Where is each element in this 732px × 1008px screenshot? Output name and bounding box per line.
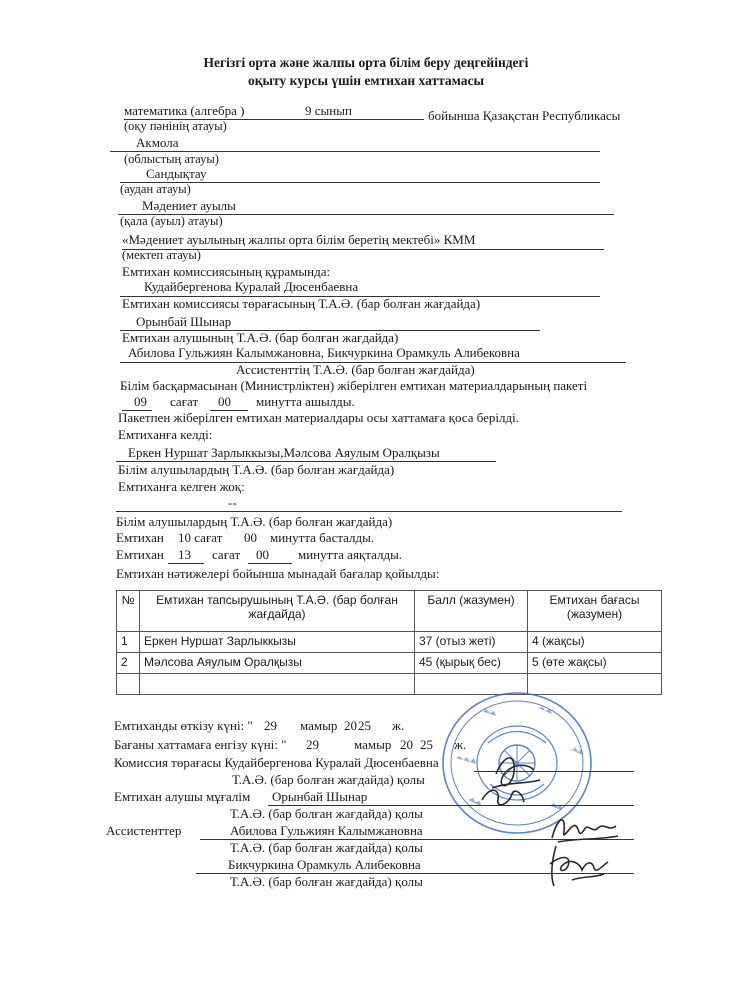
col-grade: Емтихан бағасы (жазумен) xyxy=(528,591,662,632)
settlement-value: Мәдениет ауылы xyxy=(142,198,236,213)
absent-heading: Емтиханға келген жоқ: xyxy=(118,479,245,494)
end-prefix: Емтихан xyxy=(116,547,164,562)
commission-assistants-names: Абилова Гульжиян Калымжановна, Бикчуркина Орамкуль Алибековна xyxy=(128,345,520,360)
chair-signature-caption: Т.А.Ә. (бар болған жағдайда) қолы xyxy=(232,772,425,787)
came-names: Еркен Нуршат Зарлыккызы,Мәлсова Аяулым Оралқызы xyxy=(128,445,440,460)
absent-value: -- xyxy=(228,495,237,510)
commission-heading: Емтихан комиссиясының құрамында: xyxy=(122,264,331,279)
table-row xyxy=(117,653,662,674)
exam-year: 25 xyxy=(358,718,371,733)
grade-value: 9 сынып xyxy=(305,103,352,118)
end-hour-underline xyxy=(168,563,204,564)
col-score: Балл (жазумен) xyxy=(415,591,528,632)
entry-day: 29 xyxy=(306,737,319,752)
document-title-line2: оқыту курсы үшін емтихан хаттамасы xyxy=(247,73,485,88)
entry-year-suffix: ж. xyxy=(454,737,467,752)
subject-caption: (оқу пәнінің атауы) xyxy=(124,119,227,133)
exam-date-label: Емтиханды өткізу күні: " xyxy=(114,718,253,733)
start-minute: 00 xyxy=(244,530,257,545)
row-number: 2 xyxy=(117,653,140,674)
package-line1: Білім басқармасынан (Министрліктен) жіберілген емтихан материалдарының пакеті xyxy=(120,378,588,393)
examiner-name: Орынбай Шынар xyxy=(272,789,368,804)
row-grade: 4 (жақсы) xyxy=(528,632,662,653)
came-caption: Білім алушылардың Т.А.Ә. (бар болған жағдайда) xyxy=(118,462,395,477)
entry-year-prefix: 20 xyxy=(400,737,413,752)
row-grade: 5 (өте жақсы) xyxy=(528,653,662,674)
came-heading: Емтиханға келді: xyxy=(118,427,213,442)
region-caption: (облыстың атауы) xyxy=(124,152,219,166)
results-table xyxy=(116,590,662,695)
end-minute-underline xyxy=(248,563,292,564)
package-minute-label: минутта ашылды. xyxy=(256,394,355,409)
start-hour: 10 сағат xyxy=(178,530,223,545)
row-score: 37 (отыз жеті) xyxy=(415,632,528,653)
row-score: 45 (қырық бес) xyxy=(415,653,528,674)
package-hour: 09 xyxy=(134,394,147,409)
exam-year-prefix: 20 xyxy=(344,718,357,733)
row-number: 1 xyxy=(117,632,140,653)
exam-month: мамыр xyxy=(300,718,338,733)
assistant1-name: Абилова Гульжиян Калымжановна xyxy=(230,823,423,838)
results-heading: Емтихан нәтижелері бойынша мынадай бағалар қойылды: xyxy=(116,566,440,581)
school-value: «Мәдениет ауылының жалпы орта білім беретің мектебі» КММ xyxy=(122,232,476,247)
start-prefix: Емтихан xyxy=(116,530,164,545)
absent-caption: Білім алушылардың Т.А.Ә. (бар болған жағдайда) xyxy=(116,514,393,529)
start-suffix: минутта басталды. xyxy=(270,530,375,545)
commission-examiner-caption: Емтихан алушының Т.А.Ә. (бар болған жағдайда) xyxy=(122,330,399,345)
package-minute: 00 xyxy=(218,394,231,409)
assistants-label: Ассистенттер xyxy=(106,823,182,838)
entry-month: мамыр xyxy=(354,737,392,752)
package-hour-label: сағат xyxy=(170,394,199,409)
region-value: Акмола xyxy=(136,135,179,150)
end-hour: 13 xyxy=(178,547,191,562)
examiner-signature xyxy=(478,782,528,812)
assistant2-signature xyxy=(542,840,614,892)
commission-chair-caption: Емтихан комиссиясы төрағасының Т.А.Ә. (бар болған жағдайда) xyxy=(122,296,481,311)
assistant1-signature-caption: Т.А.Ә. (бар болған жағдайда) қолы xyxy=(230,840,423,855)
chair-label: Комиссия төрағасы Кудайбергенова Куралай Дюсенбаевна xyxy=(114,755,439,770)
exam-year-suffix: ж. xyxy=(392,718,405,733)
col-number: № xyxy=(117,591,140,632)
subject-suffix: бойынша Қазақстан Республикасы xyxy=(428,108,621,123)
row-student-name: Мәлсова Аяулым Оралқызы xyxy=(140,653,415,674)
school-caption: (мектеп атауы) xyxy=(122,248,201,262)
col-student-name: Емтихан тапсырушының Т.А.Ә. (бар болған жағдайда) xyxy=(140,591,415,632)
assistant2-signature-caption: Т.А.Ә. (бар болған жағдайда) қолы xyxy=(230,874,423,889)
row-student-name: Еркен Нуршат Зарлыккызы xyxy=(140,632,415,653)
assistant2-name: Бикчуркина Орамкуль Алибековна xyxy=(228,857,421,872)
entry-year: 25 xyxy=(420,737,433,752)
commission-chair-name: Кудайбергенова Куралай Дюсенбаевна xyxy=(144,279,359,294)
entry-date-label: Бағаны хаттамаға енгізу күні: " xyxy=(114,737,287,752)
district-caption: (аудан атауы) xyxy=(120,182,191,196)
end-suffix: минутта аяқталды. xyxy=(298,547,403,562)
exam-day: 29 xyxy=(264,718,277,733)
document-title-line1: Негізгі орта және жалпы орта білім беру деңгейіндегі xyxy=(203,55,529,70)
subject-value: математика (алгебра ) xyxy=(124,103,245,118)
commission-examiner-name: Орынбай Шынар xyxy=(136,314,232,329)
results-header-row xyxy=(117,591,662,632)
settlement-caption: (қала (ауыл) атауы) xyxy=(120,214,223,228)
package-attached: Пакетпен жіберілген емтихан материалдары осы хаттамаға қоса берілді. xyxy=(118,410,520,425)
examiner-signature-caption: Т.А.Ә. (бар болған жағдайда) қолы xyxy=(230,806,423,821)
table-row xyxy=(117,632,662,653)
end-minute: 00 xyxy=(256,547,269,562)
district-value: Сандықтау xyxy=(146,166,207,181)
commission-assistants-caption: Ассистенттің Т.А.Ә. (бар болған жағдайда) xyxy=(236,362,475,377)
end-hour-label: сағат xyxy=(212,547,241,562)
examiner-label: Емтихан алушы мұғалім xyxy=(114,789,251,804)
absent-underline xyxy=(116,511,622,512)
district-underline xyxy=(120,182,600,183)
